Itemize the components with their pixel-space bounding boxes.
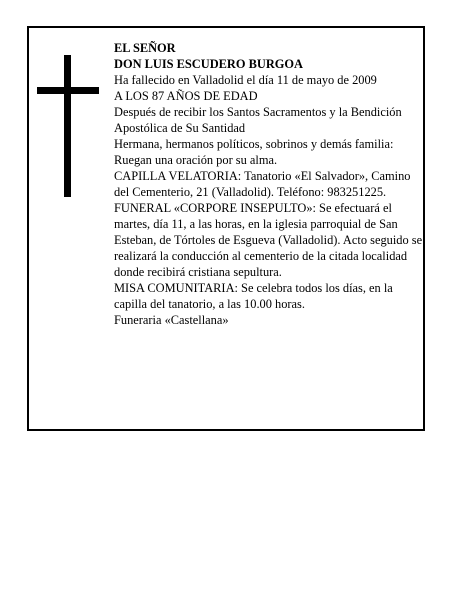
obituary-text (114, 40, 424, 328)
cross-horizontal-bar (37, 87, 99, 94)
prayer-request: Ruegan una oración por su alma. (114, 153, 278, 167)
chapel-info: CAPILLA VELATORIA: Tanatorio «El Salvador», Camino del Cementerio, 21 (Valladolid). Teléfono: 983251225. (114, 169, 411, 199)
funeral-info: FUNERAL «CORPORE INSEPULTO»: Se efectuará el martes, día 11, a las horas, en la iglesia parroquial de San Esteban, de Tórtoles de Esgueva (Valladolid). Acto seguido se realizará la conducción al cementerio de la citada localidad donde recibirá cristiana sepultura. (114, 201, 423, 279)
mass-info: MISA COMUNITARIA: Se celebra todos los días, en la capilla del tanatorio, a las 10.00 horas. (114, 281, 393, 311)
cross-icon (37, 55, 99, 197)
sacraments-statement: Después de recibir los Santos Sacramentos y la Bendición Apostólica de Su Santidad (114, 105, 402, 135)
family-statement: Hermana, hermanos políticos, sobrinos y demás familia: (114, 137, 394, 151)
age-statement: A LOS 87 AÑOS DE EDAD (114, 89, 258, 103)
death-statement: Ha fallecido en Valladolid el día 11 de mayo de 2009 (114, 73, 377, 87)
funeral-home: Funeraria «Castellana» (114, 313, 229, 327)
deceased-title: EL SEÑOR (114, 41, 176, 55)
deceased-name: DON LUIS ESCUDERO BURGOA (114, 57, 303, 71)
cross-vertical-bar (64, 55, 71, 197)
